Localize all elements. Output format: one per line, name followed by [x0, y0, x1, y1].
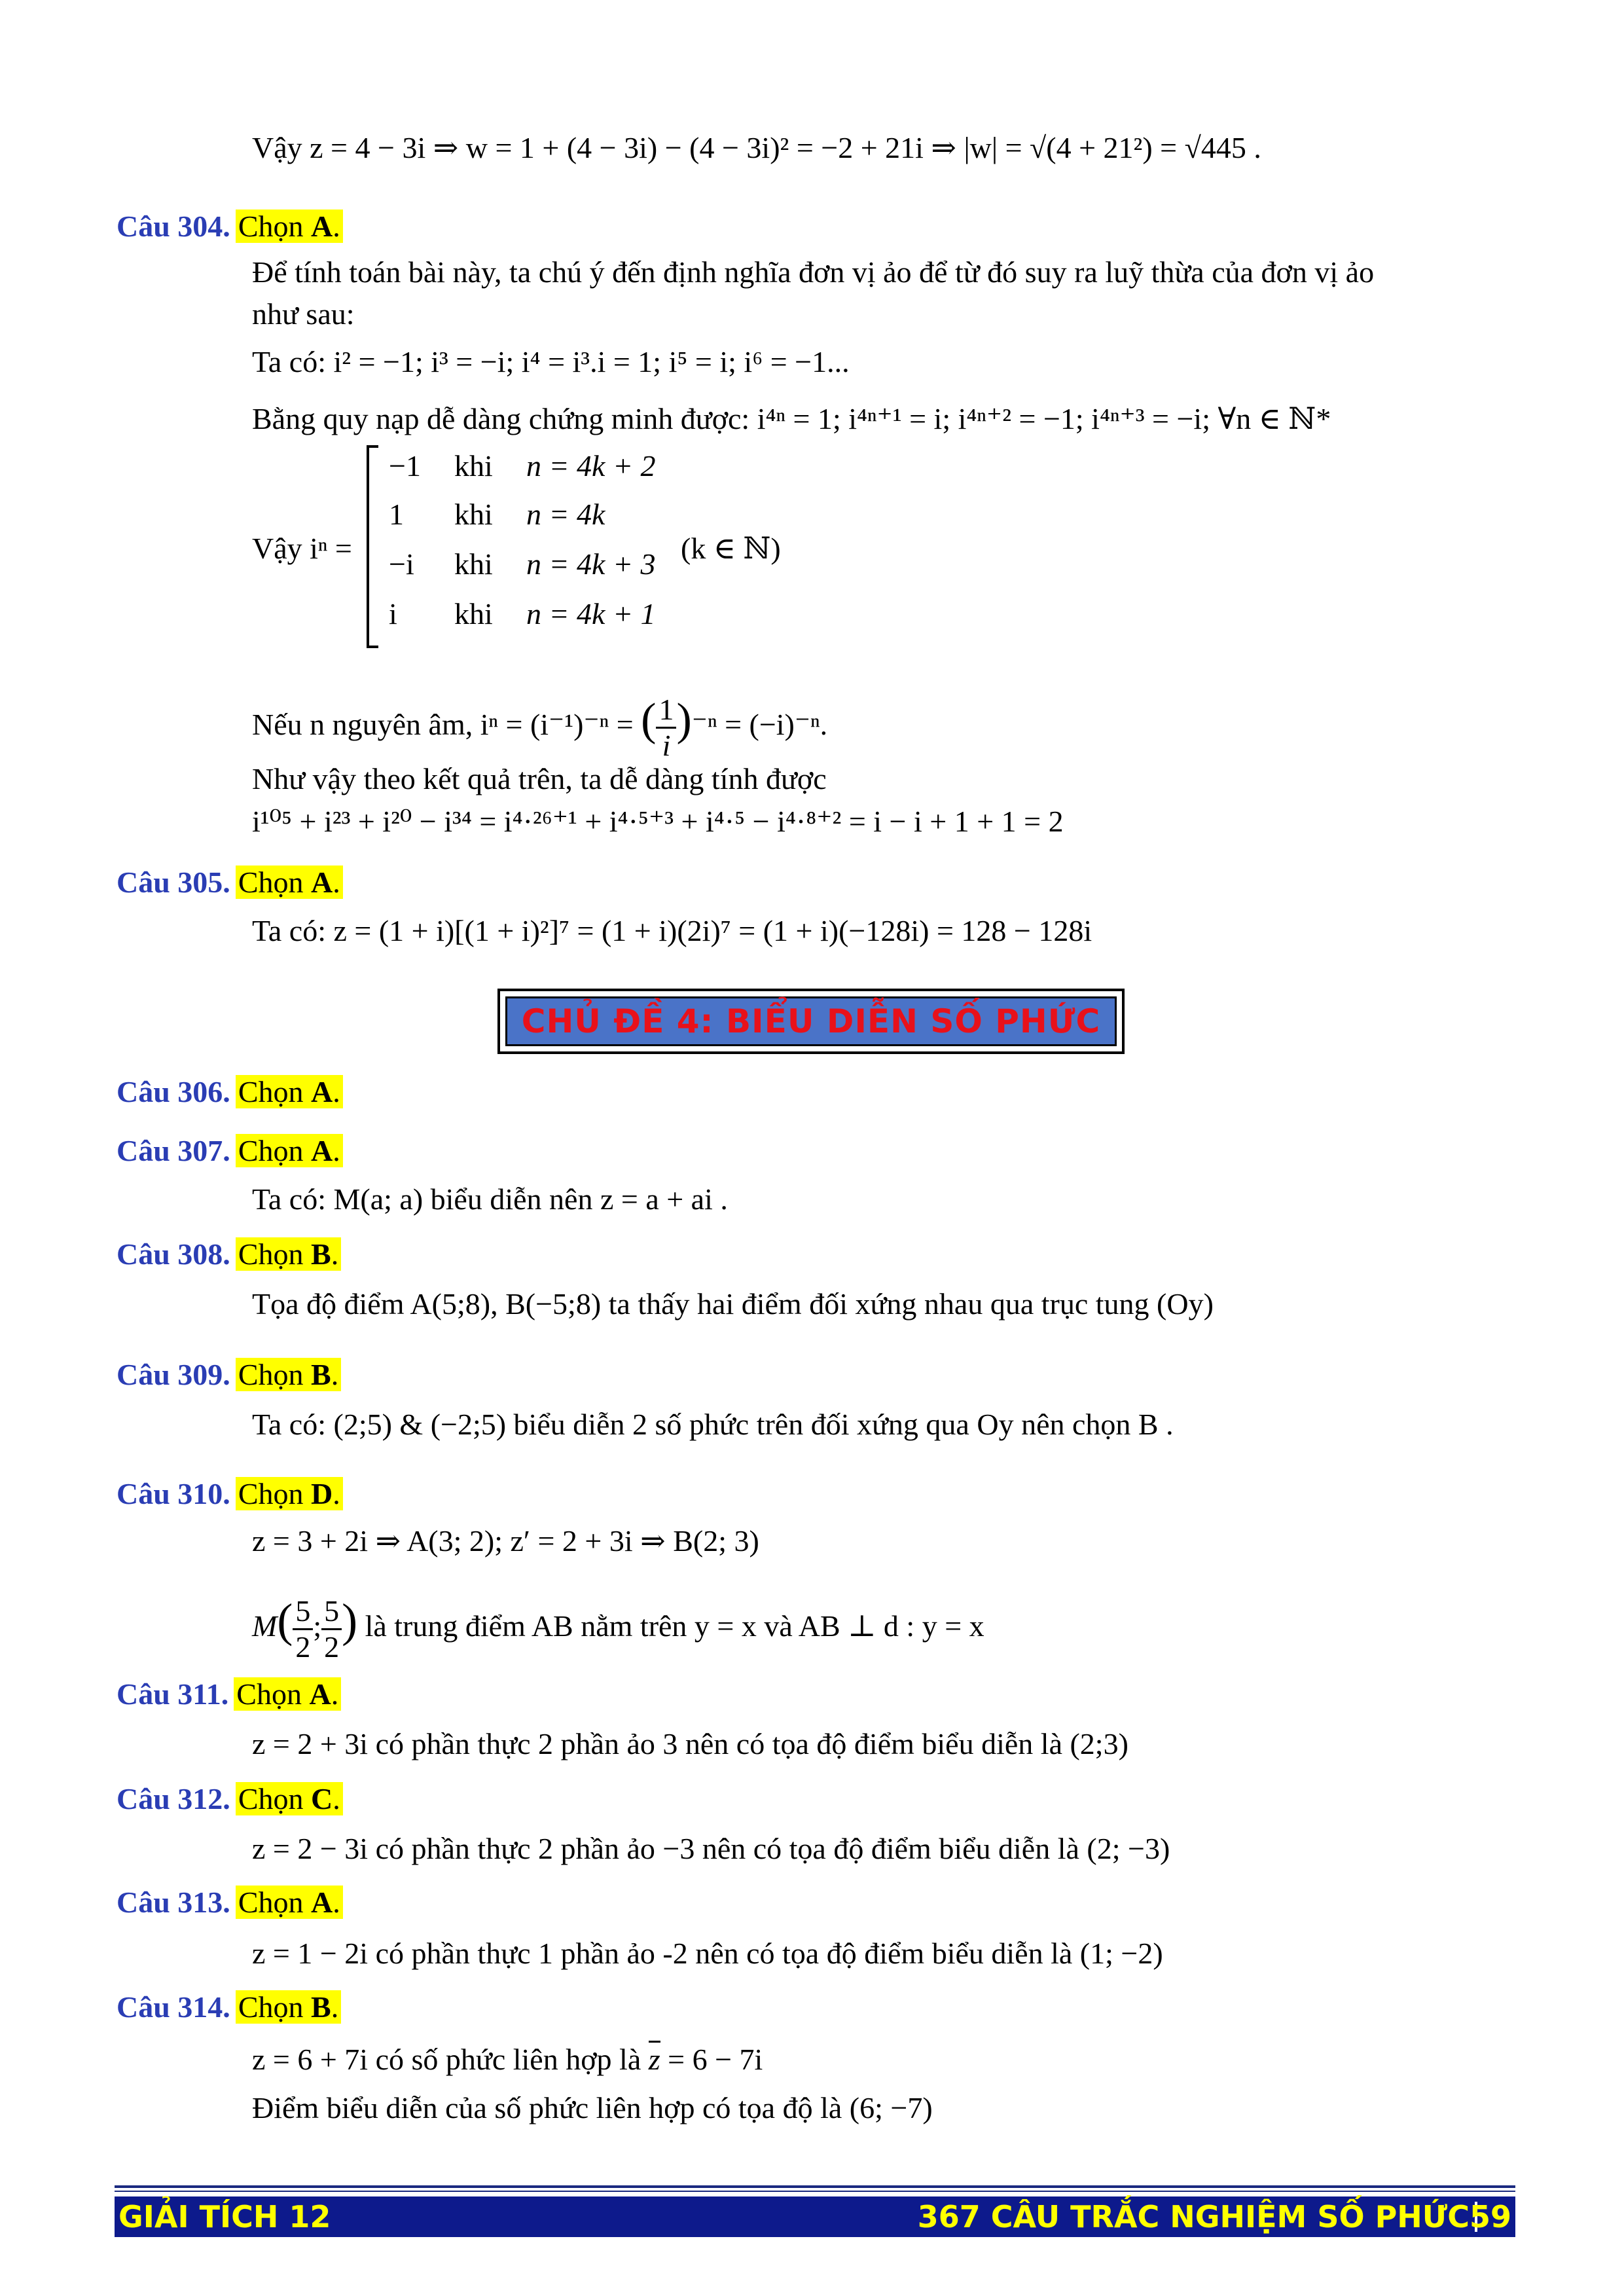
- formula-part: ⁻ⁿ = (−i)⁻ⁿ.: [691, 708, 828, 741]
- text-line: Ta có: i² = −1; i³ = −i; i⁴ = i³.i = 1; i⁵ = i; i⁶ = −1...: [252, 345, 850, 378]
- footer-title: 367 CÂU TRẮC NGHIỆM SỐ PHỨC: [917, 2199, 1470, 2234]
- answer-highlight: [236, 1237, 341, 1271]
- question-number: Câu 309.: [117, 1358, 230, 1391]
- answer-suffix: .: [333, 1134, 340, 1167]
- fraction-denominator: i: [662, 728, 671, 762]
- piecewise-condition: n = 4k + 1: [526, 597, 656, 630]
- answer-highlight: [236, 1358, 341, 1391]
- piecewise-keyword: khi: [454, 547, 493, 581]
- answer-suffix: .: [333, 1477, 340, 1510]
- text-line: z = 2 + 3i có phần thực 2 phần ảo 3 nên có tọa độ điểm biểu diễn là (2;3): [252, 1727, 1128, 1760]
- text-line: [252, 1578, 984, 1663]
- answer-prefix: Chọn: [238, 1886, 311, 1919]
- piecewise-condition: n = 4k + 2: [526, 449, 656, 483]
- text-line: Như vậy theo kết quả trên, ta dễ dàng tính được: [252, 762, 827, 795]
- text-line: i¹⁰⁵ + i²³ + i²⁰ − i³⁴ = i⁴·²⁶⁺¹ + i⁴·⁵⁺³ + i⁴·⁵ − i⁴·⁸⁺² = i − i + 1 + 1 = 2: [252, 805, 1064, 838]
- answer-prefix: Chọn: [238, 1990, 311, 2024]
- answer-prefix: Chọn: [238, 1782, 311, 1815]
- formula-part: z = 6 + 7i có số phức liên hợp là: [252, 2043, 649, 2076]
- text-line: [252, 681, 828, 762]
- separator: ;: [313, 1609, 322, 1643]
- piecewise-keyword: khi: [454, 597, 493, 630]
- answer-prefix: Chọn: [238, 1358, 311, 1391]
- answer-suffix: .: [333, 1075, 340, 1108]
- answer-highlight: [236, 1075, 343, 1108]
- question-label-311: [117, 1675, 341, 1714]
- section-heading: [497, 989, 1125, 1054]
- question-number: Câu 313.: [117, 1886, 230, 1919]
- point-label: M: [252, 1609, 278, 1643]
- answer-highlight: [236, 1990, 341, 2024]
- fraction-denominator: 2: [295, 1630, 311, 1664]
- answer-letter: B: [311, 1358, 331, 1391]
- answer-prefix: Chọn: [236, 1677, 310, 1711]
- text-line: Vậy z = 4 − 3i ⇒ w = 1 + (4 − 3i) − (4 − 3i)² = −2 + 21i ⇒ |w| = √(4 + 21²) = √445 .: [252, 131, 1261, 164]
- answer-highlight: [236, 1134, 343, 1167]
- text-line: Tọa độ điểm A(5;8), B(−5;8) ta thấy hai điểm đối xứng nhau qua trục tung (Oy): [252, 1287, 1214, 1321]
- piecewise-condition: n = 4k + 3: [526, 547, 656, 581]
- footer-rule: [115, 2191, 1515, 2192]
- answer-letter: C: [311, 1782, 333, 1815]
- question-label-310: [117, 1474, 343, 1514]
- text-line: Để tính toán bài này, ta chú ý đến định nghĩa đơn vị ảo để từ đó suy ra luỹ thừa của đơn vị ảo: [252, 255, 1375, 289]
- footer-rule: [115, 2185, 1515, 2188]
- fraction: [656, 693, 676, 763]
- fraction: [293, 1594, 313, 1664]
- question-number: Câu 310.: [117, 1477, 230, 1510]
- piecewise-value: −1: [389, 449, 421, 483]
- fraction-numerator: 5: [321, 1594, 342, 1630]
- formula-part: là trung điểm AB nằm trên y = x và AB ⊥ d : y = x: [365, 1609, 984, 1643]
- question-number: Câu 307.: [117, 1134, 230, 1167]
- fraction-numerator: 5: [293, 1594, 313, 1630]
- answer-letter: A: [311, 210, 333, 243]
- answer-prefix: Chọn: [238, 1237, 311, 1271]
- answer-suffix: .: [333, 1782, 340, 1815]
- answer-highlight: [236, 210, 343, 243]
- question-label-308: [117, 1235, 341, 1274]
- answer-highlight: [236, 866, 343, 899]
- question-number: Câu 311.: [117, 1677, 229, 1711]
- answer-suffix: .: [333, 866, 340, 899]
- answer-suffix: .: [331, 1237, 339, 1271]
- answer-suffix: .: [331, 1358, 339, 1391]
- question-label-312: [117, 1779, 343, 1819]
- piecewise-row: [389, 545, 656, 584]
- question-number: Câu 308.: [117, 1237, 230, 1271]
- text-line: z = 1 − 2i có phần thực 1 phần ảo -2 nên có tọa độ điểm biểu diễn là (1; −2): [252, 1937, 1163, 1970]
- page-number: 59: [1469, 2199, 1511, 2234]
- question-number: Câu 314.: [117, 1990, 230, 2024]
- answer-prefix: Chọn: [238, 1477, 311, 1510]
- piecewise-label: Vậy iⁿ =: [252, 532, 352, 565]
- answer-letter: A: [311, 1134, 333, 1167]
- piecewise-value: 1: [389, 498, 404, 531]
- answer-suffix: .: [331, 1990, 339, 2024]
- question-label-304: [117, 207, 343, 246]
- text-line: Điểm biểu diễn của số phức liên hợp có tọa độ là (6; −7): [252, 2091, 933, 2124]
- text-line: Bằng quy nạp dễ dàng chứng minh được: i⁴ⁿ = 1; i⁴ⁿ⁺¹ = i; i⁴ⁿ⁺² = −1; i⁴ⁿ⁺³ = −i; ∀n ∈ ℕ*: [252, 402, 1331, 435]
- text-line: z = 3 + 2i ⇒ A(3; 2); z′ = 2 + 3i ⇒ B(2; 3): [252, 1524, 759, 1558]
- piecewise-row: [389, 495, 605, 534]
- answer-letter: B: [311, 1990, 331, 2024]
- answer-prefix: Chọn: [238, 1134, 311, 1167]
- answer-letter: B: [311, 1237, 331, 1271]
- text-line: z = 2 − 3i có phần thực 2 phần ảo −3 nên có tọa độ điểm biểu diễn là (2; −3): [252, 1832, 1170, 1865]
- question-label-313: [117, 1883, 343, 1922]
- piecewise-value: −i: [389, 547, 414, 581]
- answer-prefix: Chọn: [238, 866, 311, 899]
- footer-subject: GIẢI TÍCH 12: [118, 2199, 331, 2234]
- answer-prefix: Chọn: [238, 1075, 311, 1108]
- paren-close: ): [342, 1594, 358, 1647]
- question-label-306: [117, 1072, 343, 1112]
- piecewise-keyword: khi: [454, 498, 493, 531]
- fraction-denominator: 2: [324, 1630, 340, 1664]
- text-line: [252, 2040, 763, 2079]
- piecewise-condition: n = 4k: [526, 498, 605, 531]
- question-label-309: [117, 1355, 341, 1394]
- text-line: như sau:: [252, 297, 355, 331]
- piecewise-row: [389, 594, 656, 634]
- answer-letter: A: [311, 1886, 333, 1919]
- answer-letter: A: [311, 866, 333, 899]
- answer-suffix: .: [331, 1677, 339, 1711]
- question-label-307: [117, 1131, 343, 1171]
- answer-letter: D: [311, 1477, 333, 1510]
- answer-highlight: [234, 1677, 341, 1711]
- fraction: [321, 1594, 342, 1664]
- section-heading-text: CHỦ ĐỀ 4: BIỂU DIỄN SỐ PHỨC: [505, 996, 1117, 1046]
- text-line: Ta có: (2;5) & (−2;5) biểu diễn 2 số phức trên đối xứng qua Oy nên chọn B .: [252, 1408, 1174, 1441]
- formula-part: = 6 − 7i: [660, 2043, 763, 2076]
- question-number: Câu 312.: [117, 1782, 230, 1815]
- piecewise-row: [389, 446, 656, 486]
- fraction-numerator: 1: [656, 693, 676, 729]
- piecewise-keyword: khi: [454, 449, 493, 483]
- question-number: Câu 305.: [117, 866, 230, 899]
- piecewise-function: [367, 445, 710, 648]
- answer-highlight: [236, 1782, 343, 1815]
- question-label-314: [117, 1988, 341, 2027]
- answer-letter: A: [311, 1075, 333, 1108]
- piecewise-condition-k: (k ∈ ℕ): [681, 532, 781, 565]
- paren-open: (: [641, 695, 657, 745]
- answer-prefix: Chọn: [238, 210, 311, 243]
- piecewise-value: i: [389, 597, 397, 630]
- answer-letter: A: [309, 1677, 331, 1711]
- answer-highlight: [236, 1886, 343, 1919]
- answer-suffix: .: [333, 210, 340, 243]
- formula-part: Nếu n nguyên âm, iⁿ = (i⁻¹)⁻ⁿ =: [252, 708, 641, 741]
- paren-close: ): [676, 695, 692, 745]
- footer: [115, 2196, 1515, 2237]
- question-label-305: [117, 863, 343, 902]
- answer-suffix: .: [333, 1886, 340, 1919]
- question-number: Câu 306.: [117, 1075, 230, 1108]
- conjugate-symbol: z: [649, 2041, 660, 2076]
- text-line: Ta có: z = (1 + i)[(1 + i)²]⁷ = (1 + i)(2i)⁷ = (1 + i)(−128i) = 128 − 128i: [252, 914, 1092, 947]
- answer-highlight: [236, 1477, 343, 1510]
- paren-open: (: [277, 1594, 293, 1647]
- question-number: Câu 304.: [117, 210, 230, 243]
- text-line: Ta có: M(a; a) biểu diễn nên z = a + ai .: [252, 1182, 728, 1216]
